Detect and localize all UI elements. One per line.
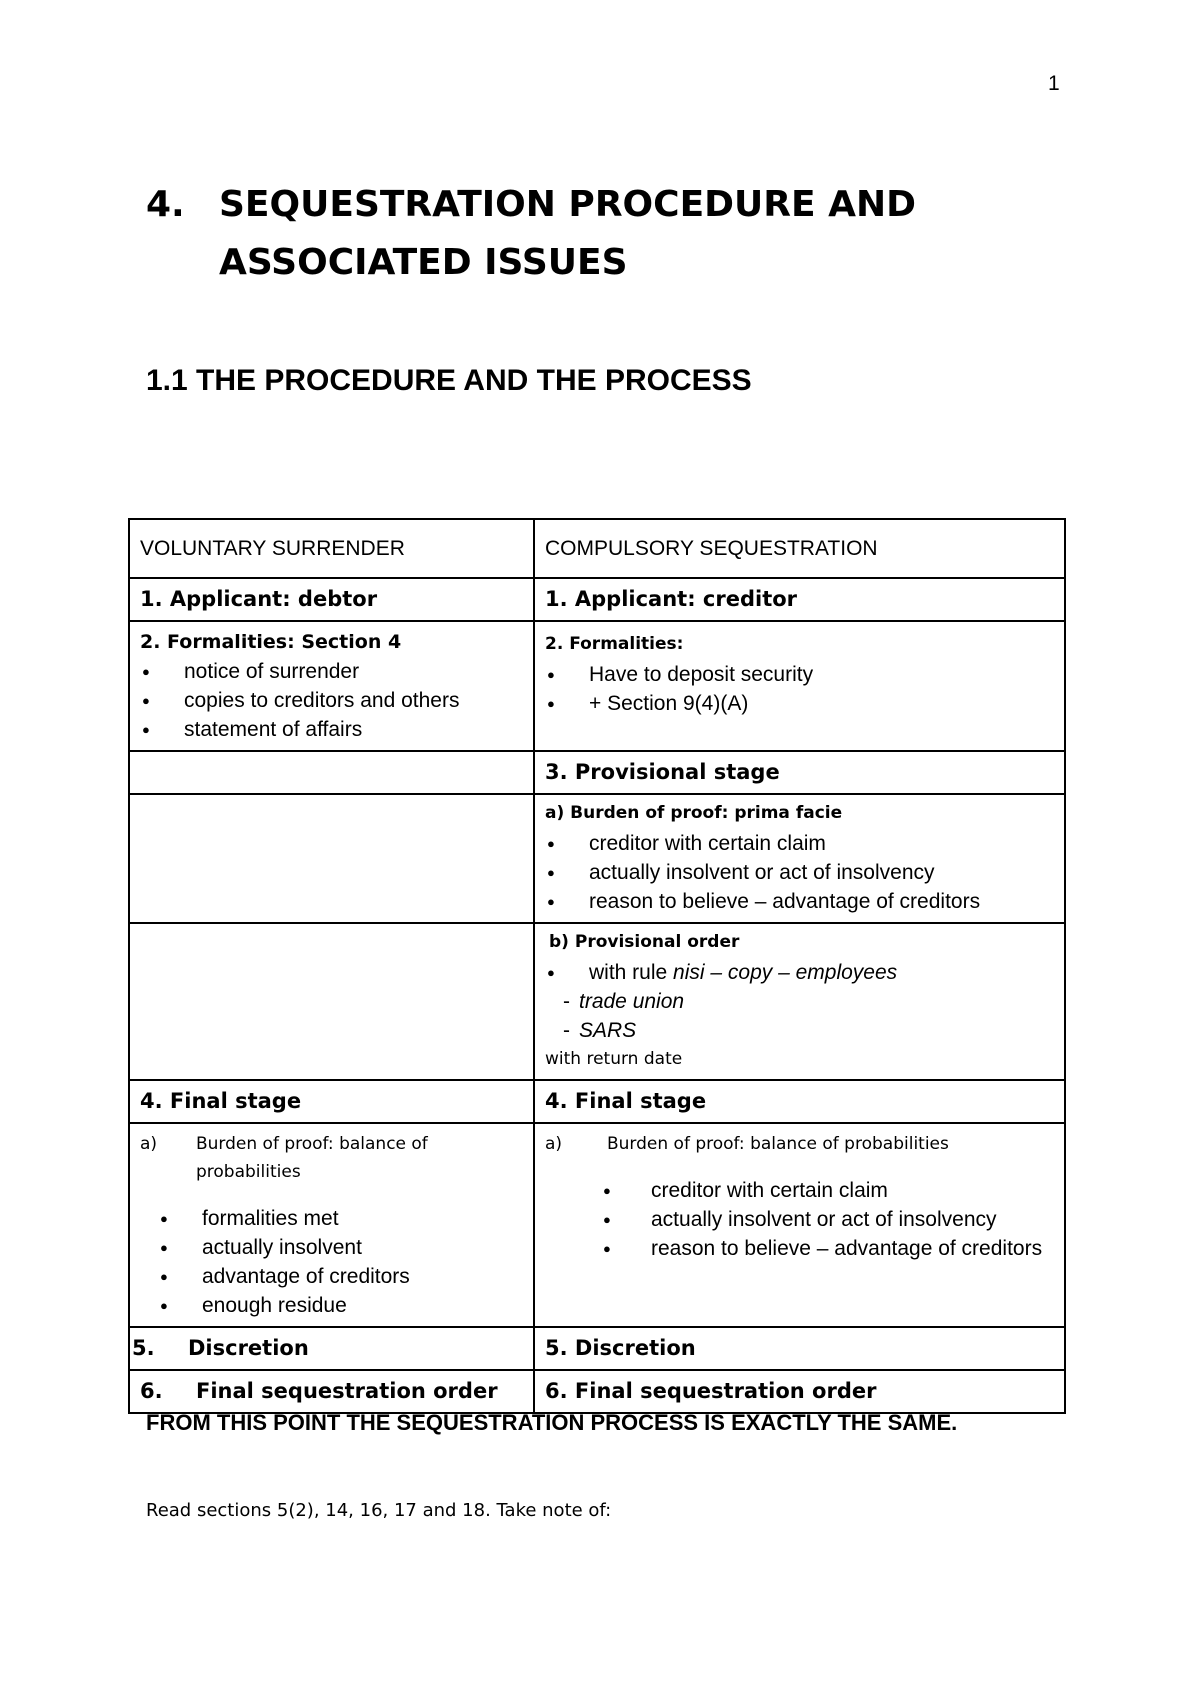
label-a: a) bbox=[140, 1134, 158, 1154]
list-item: ● creditor with certain claim bbox=[545, 1176, 1054, 1205]
burden-title-text: Burden of proof: balance of probabilities bbox=[607, 1134, 949, 1154]
list-item: ● statement of affairs bbox=[140, 715, 523, 744]
voluntary-discretion bbox=[129, 1327, 534, 1370]
voluntary-final-order bbox=[129, 1370, 534, 1413]
main-title-number: 4. bbox=[146, 184, 185, 225]
voluntary-applicant: 1. Applicant: debtor bbox=[129, 578, 534, 621]
list-item: ● reason to believe – advantage of creditors bbox=[545, 887, 1054, 916]
label-a: a) bbox=[545, 1134, 563, 1154]
burden-title-text: Burden of proof: balance of probabilities bbox=[196, 1134, 428, 1182]
row-final-stage bbox=[129, 1080, 1065, 1123]
compulsory-discretion: 5. Discretion bbox=[534, 1327, 1065, 1370]
list-item: ● copies to creditors and others bbox=[140, 686, 523, 715]
voluntary-burden-balance bbox=[129, 1123, 534, 1327]
rule-prefix: with rule bbox=[589, 961, 674, 984]
list-item: ● formalities met bbox=[140, 1204, 523, 1233]
compulsory-final-stage: 4. Final stage bbox=[534, 1080, 1065, 1123]
compulsory-burden-list bbox=[545, 1176, 1054, 1263]
row-provisional-order bbox=[129, 923, 1065, 1080]
row-final-order bbox=[129, 1370, 1065, 1413]
list-item: ● + Section 9(4)(A) bbox=[545, 689, 1054, 718]
compulsory-formalities bbox=[534, 621, 1065, 751]
voluntary-burden-title bbox=[140, 1130, 523, 1186]
list-item: ● advantage of creditors bbox=[140, 1262, 523, 1291]
label-5: 5. bbox=[132, 1336, 155, 1360]
voluntary-burden-list bbox=[140, 1204, 523, 1320]
compulsory-burden-prima-facie bbox=[534, 794, 1065, 923]
burden-prima-facie-title: a) Burden of proof: prima facie bbox=[545, 803, 843, 823]
list-item: ● enough residue bbox=[140, 1291, 523, 1320]
compulsory-applicant: 1. Applicant: creditor bbox=[534, 578, 1065, 621]
empty-cell bbox=[129, 794, 534, 923]
header-voluntary: VOLUNTARY SURRENDER bbox=[129, 519, 534, 578]
final-order-text: Final sequestration order bbox=[196, 1379, 498, 1403]
list-item: ● actually insolvent or act of insolvency bbox=[545, 1205, 1054, 1234]
row-discretion bbox=[129, 1327, 1065, 1370]
discretion-text: Discretion bbox=[188, 1336, 309, 1360]
list-item: - SARS bbox=[545, 1016, 1054, 1045]
compulsory-provisional-order bbox=[534, 923, 1065, 1080]
page-number: 1 bbox=[1048, 72, 1060, 95]
list-item bbox=[545, 958, 1054, 987]
burden-prima-facie-list bbox=[545, 829, 1054, 916]
row-applicant bbox=[129, 578, 1065, 621]
row-provisional-stage bbox=[129, 751, 1065, 794]
final-order-hang bbox=[140, 1377, 523, 1406]
row-burden-prima-facie bbox=[129, 794, 1065, 923]
voluntary-formalities-title: 2. Formalities: Section 4 bbox=[140, 631, 402, 653]
table-header-row bbox=[129, 519, 1065, 578]
rule-rest: – copy – employees bbox=[704, 961, 898, 984]
voluntary-final-stage: 4. Final stage bbox=[129, 1080, 534, 1123]
compulsory-burden-title bbox=[545, 1130, 1054, 1158]
empty-cell bbox=[129, 751, 534, 794]
main-title-text: SEQUESTRATION PROCEDURE AND ASSOCIATED ISSUES bbox=[219, 184, 916, 283]
compulsory-formalities-list bbox=[545, 660, 1054, 718]
section-title: 1.1 THE PROCEDURE AND THE PROCESS bbox=[146, 364, 752, 397]
voluntary-formalities bbox=[129, 621, 534, 751]
list-item: ● Have to deposit security bbox=[545, 660, 1054, 689]
from-point-note: FROM THIS POINT THE SEQUESTRATION PROCESS IS EXACTLY THE SAME. bbox=[146, 1410, 958, 1435]
procedure-table bbox=[128, 518, 1066, 1414]
provisional-order-title: b) Provisional order bbox=[549, 932, 740, 952]
row-formalities bbox=[129, 621, 1065, 751]
row-burden-balance bbox=[129, 1123, 1065, 1327]
empty-cell bbox=[129, 923, 534, 1080]
list-item: ● notice of surrender bbox=[140, 657, 523, 686]
list-item: ● actually insolvent bbox=[140, 1233, 523, 1262]
rule-nisi: nisi bbox=[673, 961, 705, 984]
compulsory-provisional-stage: 3. Provisional stage bbox=[534, 751, 1065, 794]
list-item: ● reason to believe – advantage of creditors bbox=[545, 1234, 1054, 1263]
compulsory-burden-balance bbox=[534, 1123, 1065, 1327]
list-item: - trade union bbox=[545, 987, 1054, 1016]
discretion-hang bbox=[132, 1334, 523, 1363]
compulsory-formalities-title: 2. Formalities: bbox=[545, 634, 684, 654]
label-6: 6. bbox=[140, 1379, 163, 1403]
main-title bbox=[146, 176, 1046, 292]
list-item: ● creditor with certain claim bbox=[545, 829, 1054, 858]
list-item: ● actually insolvent or act of insolvency bbox=[545, 858, 1054, 887]
compulsory-final-order: 6. Final sequestration order bbox=[534, 1370, 1065, 1413]
read-sections-note: Read sections 5(2), 14, 16, 17 and 18. Take note of: bbox=[146, 1500, 612, 1521]
voluntary-formalities-list bbox=[140, 657, 523, 744]
header-compulsory: COMPULSORY SEQUESTRATION bbox=[534, 519, 1065, 578]
provisional-order-list bbox=[545, 958, 1054, 1045]
return-date-note: with return date bbox=[545, 1049, 683, 1069]
